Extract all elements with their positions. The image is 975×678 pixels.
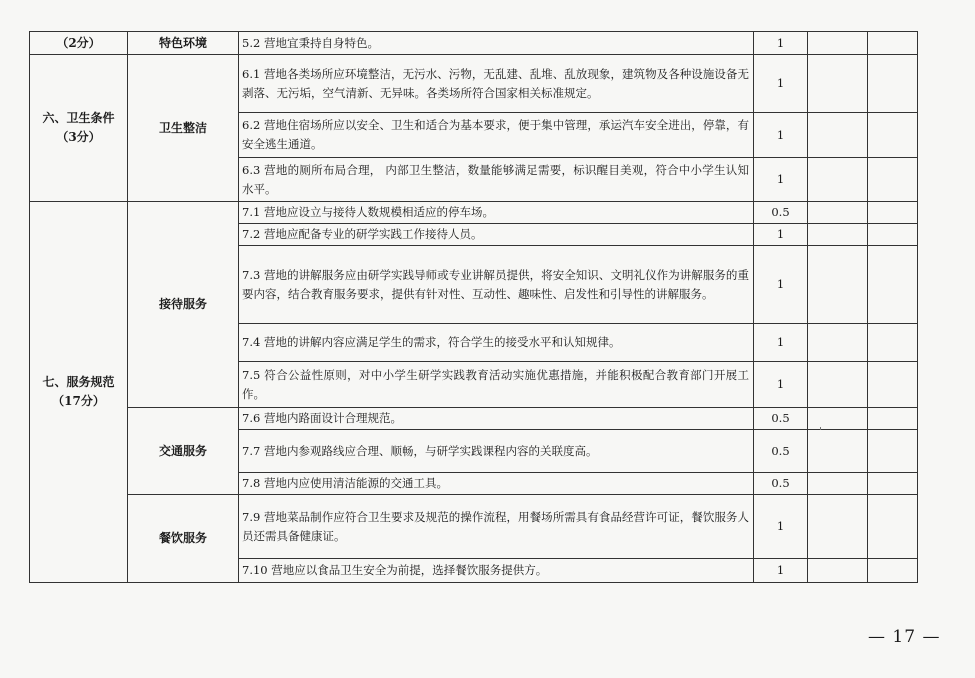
blank-cell — [808, 113, 868, 158]
blank-cell — [808, 559, 868, 583]
item-text: 7.3 营地的讲解服务应由研学实践导师或专业讲解员提供，将安全知识、文明礼仪作为讲解服务的重要内容，结合教育服务要求，提供有针对性、互动性、趣味性、启发性和引导性的讲解服务。 — [239, 246, 754, 324]
subcategory-reception: 接待服务 — [128, 202, 239, 408]
blank-cell — [808, 202, 868, 224]
item-score: 1 — [754, 55, 808, 113]
table-row — [30, 408, 918, 430]
item-text: 7.10 营地应以食品卫生安全为前提，选择餐饮服务提供方。 — [239, 559, 754, 583]
item-text: 6.2 营地住宿场所应以安全、卫生和适合为基本要求，便于集中管理，承运汽车安全进出，停靠，有安全逃生通道。 — [239, 113, 754, 158]
item-score: 1 — [754, 362, 808, 408]
item-score: 0.5 — [754, 473, 808, 495]
blank-cell — [808, 55, 868, 113]
item-text: 7.5 符合公益性原则，对中小学生研学实践教育活动实施优惠措施，并能积极配合教育部门开展工作。 — [239, 362, 754, 408]
item-score: 1 — [754, 246, 808, 324]
item-score: 1 — [754, 113, 808, 158]
blank-cell — [868, 495, 918, 559]
item-text: 7.8 营地内应使用清洁能源的交通工具。 — [239, 473, 754, 495]
blank-cell — [868, 324, 918, 362]
item-text: 7.9 营地菜品制作应符合卫生要求及规范的操作流程，用餐场所需具有食品经营许可证，餐饮服务人员还需具备健康证。 — [239, 495, 754, 559]
item-text: 7.7 营地内参观路线应合理、顺畅，与研学实践课程内容的关联度高。 — [239, 430, 754, 473]
blank-cell — [868, 362, 918, 408]
blank-cell — [868, 55, 918, 113]
item-score: 0.5 — [754, 430, 808, 473]
category-points: （3分） — [56, 130, 101, 144]
category-service — [30, 202, 128, 583]
blank-cell — [808, 495, 868, 559]
blank-cell — [808, 246, 868, 324]
category-hygiene — [30, 55, 128, 202]
blank-cell — [868, 473, 918, 495]
blank-cell — [808, 473, 868, 495]
subcategory-transport: 交通服务 — [128, 408, 239, 495]
item-text: 6.1 营地各类场所应环境整洁，无污水、污物，无乱建、乱堆、乱放现象，建筑物及各种设施设备无剥落、无污垢，空气清新、无异味。各类场所符合国家相关标准规定。 — [239, 55, 754, 113]
blank-cell — [868, 408, 918, 430]
blank-cell — [808, 408, 868, 430]
blank-cell — [868, 202, 918, 224]
item-score: 0.5 — [754, 202, 808, 224]
item-text: 7.4 营地的讲解内容应满足学生的需求，符合学生的接受水平和认知规律。 — [239, 324, 754, 362]
subcategory-feature-environment: 特色环境 — [128, 32, 239, 55]
blank-cell — [808, 362, 868, 408]
table-row — [30, 202, 918, 224]
item-text: 6.3 营地的厕所布局合理， 内部卫生整洁，数量能够满足需要，标识醒目美观，符合中小学生认知水平。 — [239, 158, 754, 202]
table-row — [30, 32, 918, 55]
blank-cell — [868, 430, 918, 473]
blank-cell — [868, 224, 918, 246]
item-score: 1 — [754, 324, 808, 362]
scan-mark — [820, 427, 821, 430]
blank-cell — [868, 246, 918, 324]
category-points: （2分） — [30, 32, 128, 55]
blank-cell — [808, 224, 868, 246]
blank-cell — [868, 158, 918, 202]
blank-cell — [808, 32, 868, 55]
subcategory-catering: 餐饮服务 — [128, 495, 239, 583]
blank-cell — [808, 324, 868, 362]
item-text: 7.2 营地应配备专业的研学实践工作接待人员。 — [239, 224, 754, 246]
subcategory-hygiene-clean: 卫生整洁 — [128, 55, 239, 202]
category-name: 六、卫生条件 — [42, 111, 115, 125]
item-text: 5.2 营地宜秉持自身特色。 — [239, 32, 754, 55]
blank-cell — [868, 559, 918, 583]
table-row — [30, 495, 918, 559]
blank-cell — [808, 430, 868, 473]
item-score: 1 — [754, 495, 808, 559]
page-number: — 17 — — [868, 627, 941, 647]
item-score: 1 — [754, 559, 808, 583]
item-score: 1 — [754, 158, 808, 202]
category-name: 七、服务规范 — [42, 375, 115, 389]
blank-cell — [868, 113, 918, 158]
item-score: 0.5 — [754, 408, 808, 430]
item-text: 7.6 营地内路面设计合理规范。 — [239, 408, 754, 430]
blank-cell — [808, 158, 868, 202]
category-points: （17分） — [52, 394, 105, 408]
item-text: 7.1 营地应设立与接待人数规模相适应的停车场。 — [239, 202, 754, 224]
table-row — [30, 55, 918, 113]
item-score: 1 — [754, 224, 808, 246]
item-score: 1 — [754, 32, 808, 55]
blank-cell — [868, 32, 918, 55]
scoring-table — [29, 31, 918, 583]
